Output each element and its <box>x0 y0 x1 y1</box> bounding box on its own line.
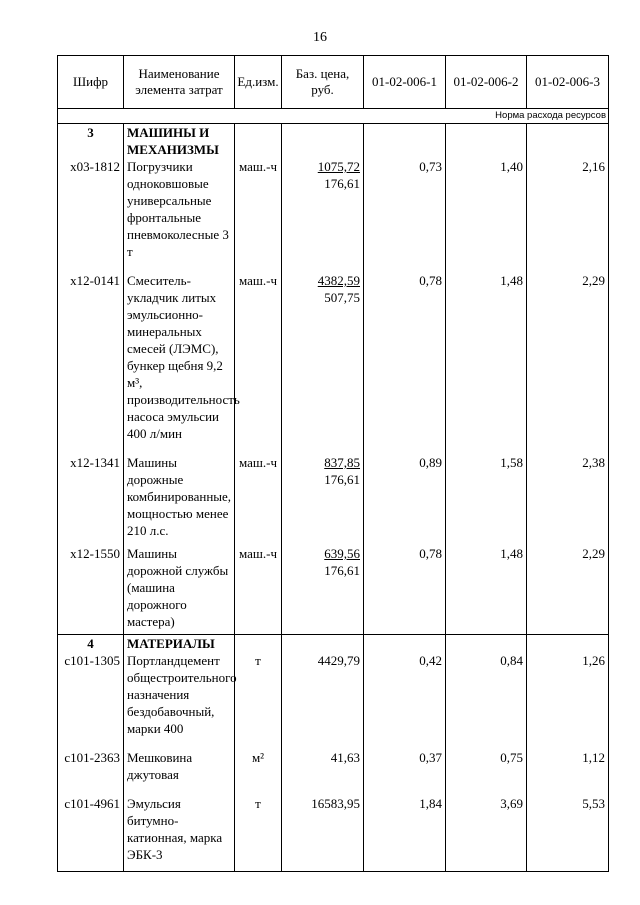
row-price-main: 837,85 <box>324 455 360 470</box>
row-name: Портландцемент общестроительного назначения бездобавочный, марки 400 <box>124 652 235 737</box>
row-norm-2: 0,84 <box>446 652 527 737</box>
header-norm-2: 01-02-006-2 <box>446 56 527 109</box>
row-name: Смеситель-укладчик литых эмульсионно-минеральных смесей (ЛЭМС), бункер щебня 9,2 м³, производительность насоса эмульсии 400 л/мин <box>124 272 235 442</box>
row-price <box>282 158 364 260</box>
row-unit: м² <box>235 749 282 783</box>
row-norm-3: 2,38 <box>527 454 609 539</box>
row-price <box>282 272 364 442</box>
header-norm-3: 01-02-006-3 <box>527 56 609 109</box>
section-header-row <box>58 635 609 653</box>
table-row <box>58 272 609 442</box>
row-code: х12-0141 <box>58 272 124 442</box>
row-norm-3: 5,53 <box>527 795 609 872</box>
row-code: х12-1550 <box>58 545 124 630</box>
row-price: 16583,95 <box>282 795 364 872</box>
row-name: Мешковина джутовая <box>124 749 235 783</box>
row-norm-1: 0,78 <box>364 272 446 442</box>
row-norm-1: 0,89 <box>364 454 446 539</box>
row-price: 4429,79 <box>282 652 364 737</box>
header-name: Наименование элемента затрат <box>124 56 235 109</box>
row-norm-2: 1,48 <box>446 272 527 442</box>
table-row <box>58 749 609 783</box>
row-code: с101-2363 <box>58 749 124 783</box>
row-unit: маш.-ч <box>235 272 282 442</box>
row-code: х12-1341 <box>58 454 124 539</box>
table-row <box>58 545 609 630</box>
row-unit: т <box>235 652 282 737</box>
row-name: Погрузчики одноковшовые универсальные фронтальные пневмоколесные 3 т <box>124 158 235 260</box>
row-code: х03-1812 <box>58 158 124 260</box>
row-unit: маш.-ч <box>235 545 282 630</box>
row-norm-3: 2,29 <box>527 545 609 630</box>
row-norm-3: 1,12 <box>527 749 609 783</box>
header-norm-1: 01-02-006-1 <box>364 56 446 109</box>
row-norm-3: 2,29 <box>527 272 609 442</box>
section-number: 4 <box>58 635 124 653</box>
row-price-secondary: 507,75 <box>324 290 360 305</box>
table-row <box>58 652 609 737</box>
row-norm-3: 1,26 <box>527 652 609 737</box>
row-price <box>282 454 364 539</box>
row-name: Машины дорожной службы (машина дорожного мастера) <box>124 545 235 630</box>
table-row <box>58 795 609 872</box>
row-code: с101-1305 <box>58 652 124 737</box>
table-header-row <box>58 56 609 109</box>
row-norm-1: 1,84 <box>364 795 446 872</box>
row-norm-1: 0,73 <box>364 158 446 260</box>
header-unit: Ед.изм. <box>235 56 282 109</box>
table-row <box>58 158 609 260</box>
row-price <box>282 545 364 630</box>
row-price: 41,63 <box>282 749 364 783</box>
row-price-secondary: 176,61 <box>324 472 360 487</box>
section-header-row <box>58 124 609 159</box>
norm-caption: Норма расхода ресурсов <box>58 109 609 124</box>
page-number: 16 <box>313 30 327 45</box>
row-norm-2: 1,48 <box>446 545 527 630</box>
row-unit: маш.-ч <box>235 454 282 539</box>
row-name: Эмульсия битумно-катионная, марка ЭБК-3 <box>124 795 235 872</box>
row-price-main: 4382,59 <box>317 273 360 288</box>
table-row <box>58 454 609 539</box>
header-code: Шифр <box>58 56 124 109</box>
row-code: с101-4961 <box>58 795 124 872</box>
row-norm-1: 0,37 <box>364 749 446 783</box>
header-price: Баз. цена, руб. <box>282 56 364 109</box>
row-norm-2: 1,40 <box>446 158 527 260</box>
row-price-main: 1075,72 <box>317 159 360 174</box>
section-title: МАШИНЫ И МЕХАНИЗМЫ <box>124 124 235 159</box>
norm-caption-row <box>58 109 609 124</box>
row-norm-2: 3,69 <box>446 795 527 872</box>
row-norm-1: 0,42 <box>364 652 446 737</box>
section-number: 3 <box>58 124 124 159</box>
row-price-secondary: 176,61 <box>324 563 360 578</box>
row-price-main: 639,56 <box>324 546 360 561</box>
row-norm-2: 0,75 <box>446 749 527 783</box>
resource-table <box>57 55 609 872</box>
row-unit: т <box>235 795 282 872</box>
section-title: МАТЕРИАЛЫ <box>124 635 235 653</box>
row-unit: маш.-ч <box>235 158 282 260</box>
row-price-secondary: 176,61 <box>324 176 360 191</box>
row-name: Машины дорожные комбинированные, мощностью менее 210 л.с. <box>124 454 235 539</box>
row-norm-2: 1,58 <box>446 454 527 539</box>
row-norm-3: 2,16 <box>527 158 609 260</box>
row-norm-1: 0,78 <box>364 545 446 630</box>
